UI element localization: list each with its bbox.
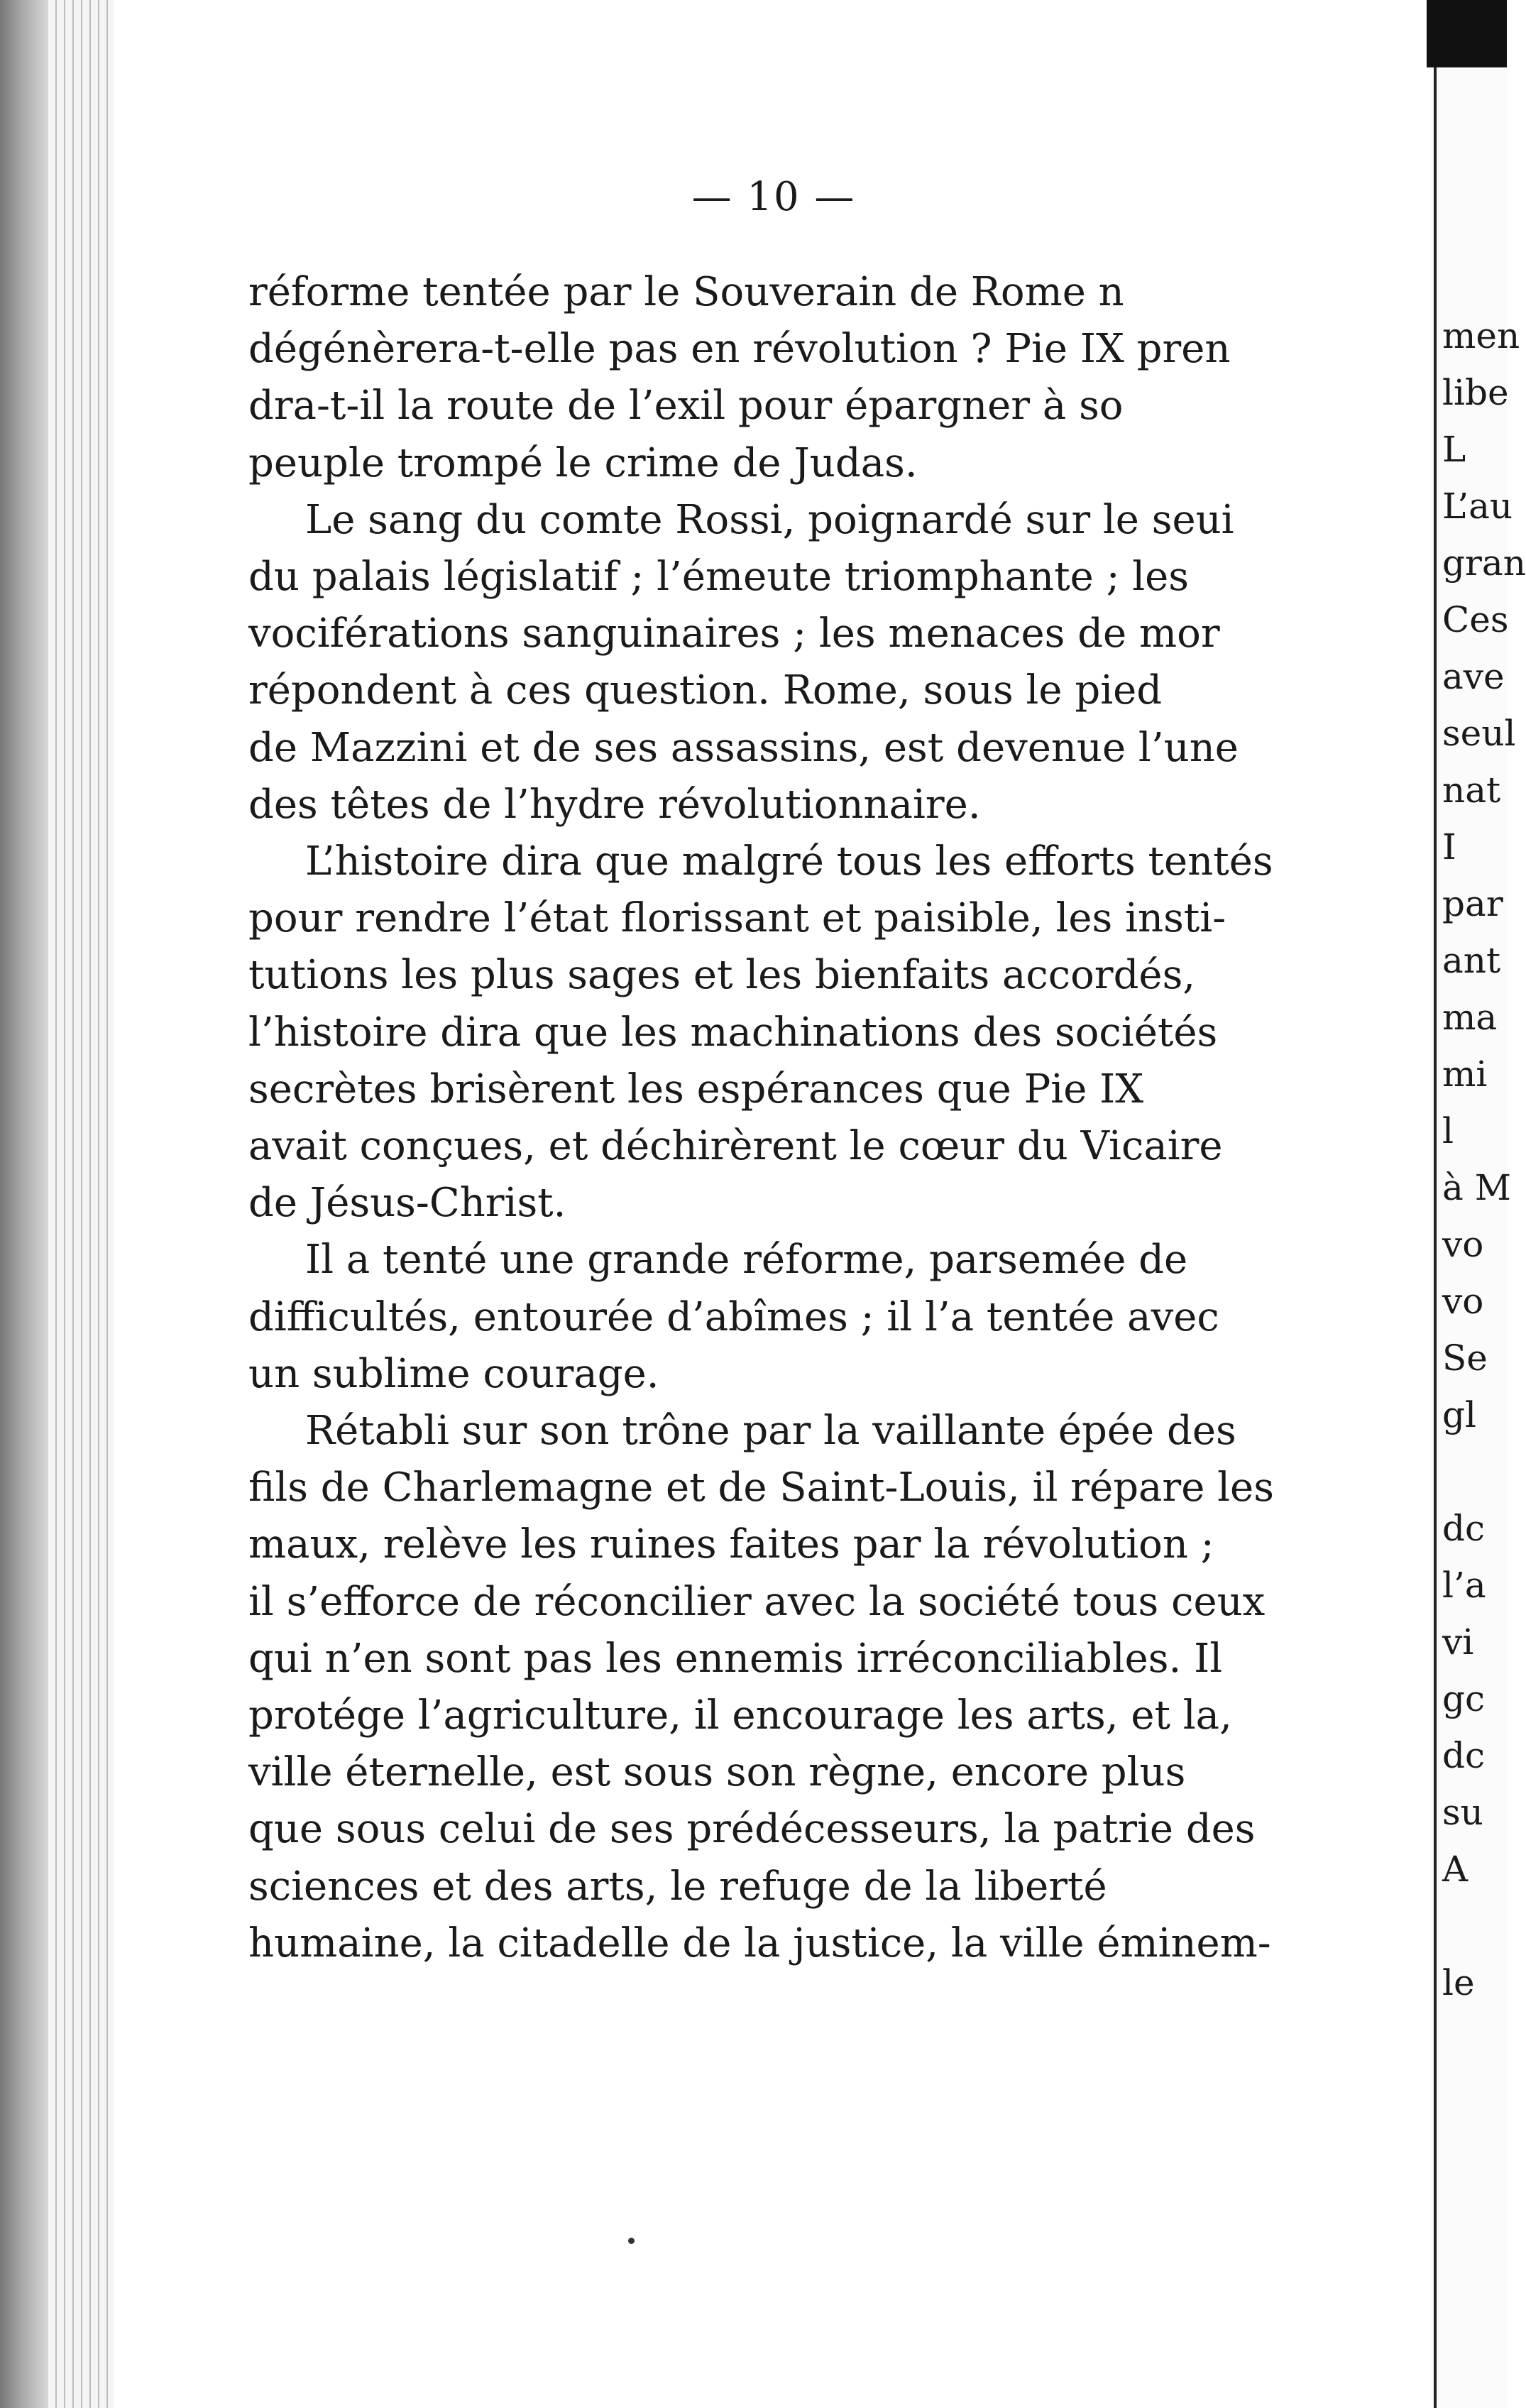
adjacent-text-fragment: L’au [1442,486,1513,527]
text-line: secrètes brisèrent les espérances que Pie IX [248,1066,1144,1112]
body-text [248,264,1420,1972]
adjacent-text-fragment: mi [1442,1054,1488,1095]
scanner-edge [0,0,48,2408]
adjacent-text-fragment: su [1442,1792,1483,1833]
text-line: que sous celui de ses prédécesseurs, la patrie des [248,1806,1256,1853]
text-line: tutions les plus sages et les bienfaits accordés, [248,952,1196,999]
text-line: Il a tenté une grande réforme, parsemée de [305,1237,1188,1284]
adjacent-text-fragment: libe [1442,372,1509,413]
adjacent-text-fragment: l’a [1442,1565,1486,1606]
adjacent-page-shadow [1427,0,1507,67]
text-line: maux, relève les ruines faites par la révolution ; [248,1521,1214,1568]
text-line: Le sang du comte Rossi, poignardé sur le seui [305,496,1234,543]
text-line: L’histoire dira que malgré tous les efforts tentés [305,838,1273,885]
text-line: des têtes de l’hydre révolutionnaire. [248,781,981,828]
adjacent-page [1437,0,1526,2408]
text-line: peuple trompé le crime de Judas. [248,439,918,486]
adjacent-text-fragment: ant [1442,940,1501,981]
text-line: dégénèrera-t-elle pas en révolution ? Pie IX pren [248,326,1231,373]
text-line: un sublime courage. [248,1350,659,1397]
page-stack-edges [48,0,114,2408]
ink-speck [628,2238,635,2244]
text-line: difficultés, entourée d’abîmes ; il l’a tentée avec [248,1293,1219,1340]
text-line: qui n’en sont pas les ennemis irréconciliables. Il [248,1635,1223,1682]
text-line: de Jésus-Christ. [248,1180,566,1227]
text-line: réforme tentée par le Souverain de Rome n [248,269,1124,315]
text-line: Rétabli sur son trône par la vaillante épée des [305,1408,1236,1455]
adjacent-text-fragment: à M [1442,1167,1511,1208]
text-line: de Mazzini et de ses assassins, est devenue l’une [248,724,1239,771]
text-line: humaine, la citadelle de la justice, la ville éminem- [248,1920,1271,1966]
adjacent-text-fragment: vo [1442,1281,1484,1322]
text-line: sciences et des arts, le refuge de la liberté [248,1863,1107,1910]
adjacent-text-fragment: A [1442,1849,1469,1890]
text-line: vociférations sanguinaires ; les menaces de mor [248,611,1220,657]
text-line: il s’efforce de réconcilier avec la société tous ceux [248,1578,1266,1625]
adjacent-text-fragment: gran [1442,542,1526,584]
adjacent-text-fragment: ave [1442,656,1505,697]
adjacent-text-fragment: men [1442,315,1520,356]
adjacent-text-fragment: l [1442,1110,1454,1151]
adjacent-text-fragment: Ces [1442,599,1509,640]
text-line: pour rendre l’état florissant et paisible, les insti- [248,895,1226,942]
text-line: répondent à ces question. Rome, sous le pied [248,667,1163,714]
adjacent-text-fragment: nat [1442,770,1501,811]
adjacent-text-fragment: gc [1442,1678,1486,1719]
adjacent-text-fragment: I [1442,826,1456,868]
adjacent-text-fragment: dc [1442,1735,1486,1776]
text-line: l’histoire dira que les machinations des sociétés [248,1009,1218,1056]
adjacent-text-fragment: ma [1442,997,1498,1038]
adjacent-text-fragment: gl [1442,1394,1476,1435]
text-line: fils de Charlemagne et de Saint-Louis, il répare les [248,1465,1274,1511]
adjacent-text-fragment: vi [1442,1621,1474,1663]
adjacent-text-fragment: Se [1442,1337,1488,1379]
adjacent-text-fragment: le [1442,1962,1475,2003]
adjacent-text-fragment: seul [1442,713,1516,754]
adjacent-text-fragment: vo [1442,1224,1484,1265]
adjacent-text-fragment: dc [1442,1508,1486,1549]
text-line: protége l’agriculture, il encourage les arts, et la, [248,1692,1232,1739]
text-line: du palais législatif ; l’émeute triomphante ; les [248,554,1190,601]
text-line: avait conçues, et déchirèrent le cœur du Vicaire [248,1123,1223,1170]
text-line: dra-t-il la route de l’exil pour épargner à so [248,383,1124,429]
adjacent-text-fragment: L [1442,429,1466,470]
page-number: — 10 — [691,174,856,220]
adjacent-text-fragment: par [1442,883,1503,924]
text-line: ville éternelle, est sous son règne, encore plus [248,1749,1186,1796]
